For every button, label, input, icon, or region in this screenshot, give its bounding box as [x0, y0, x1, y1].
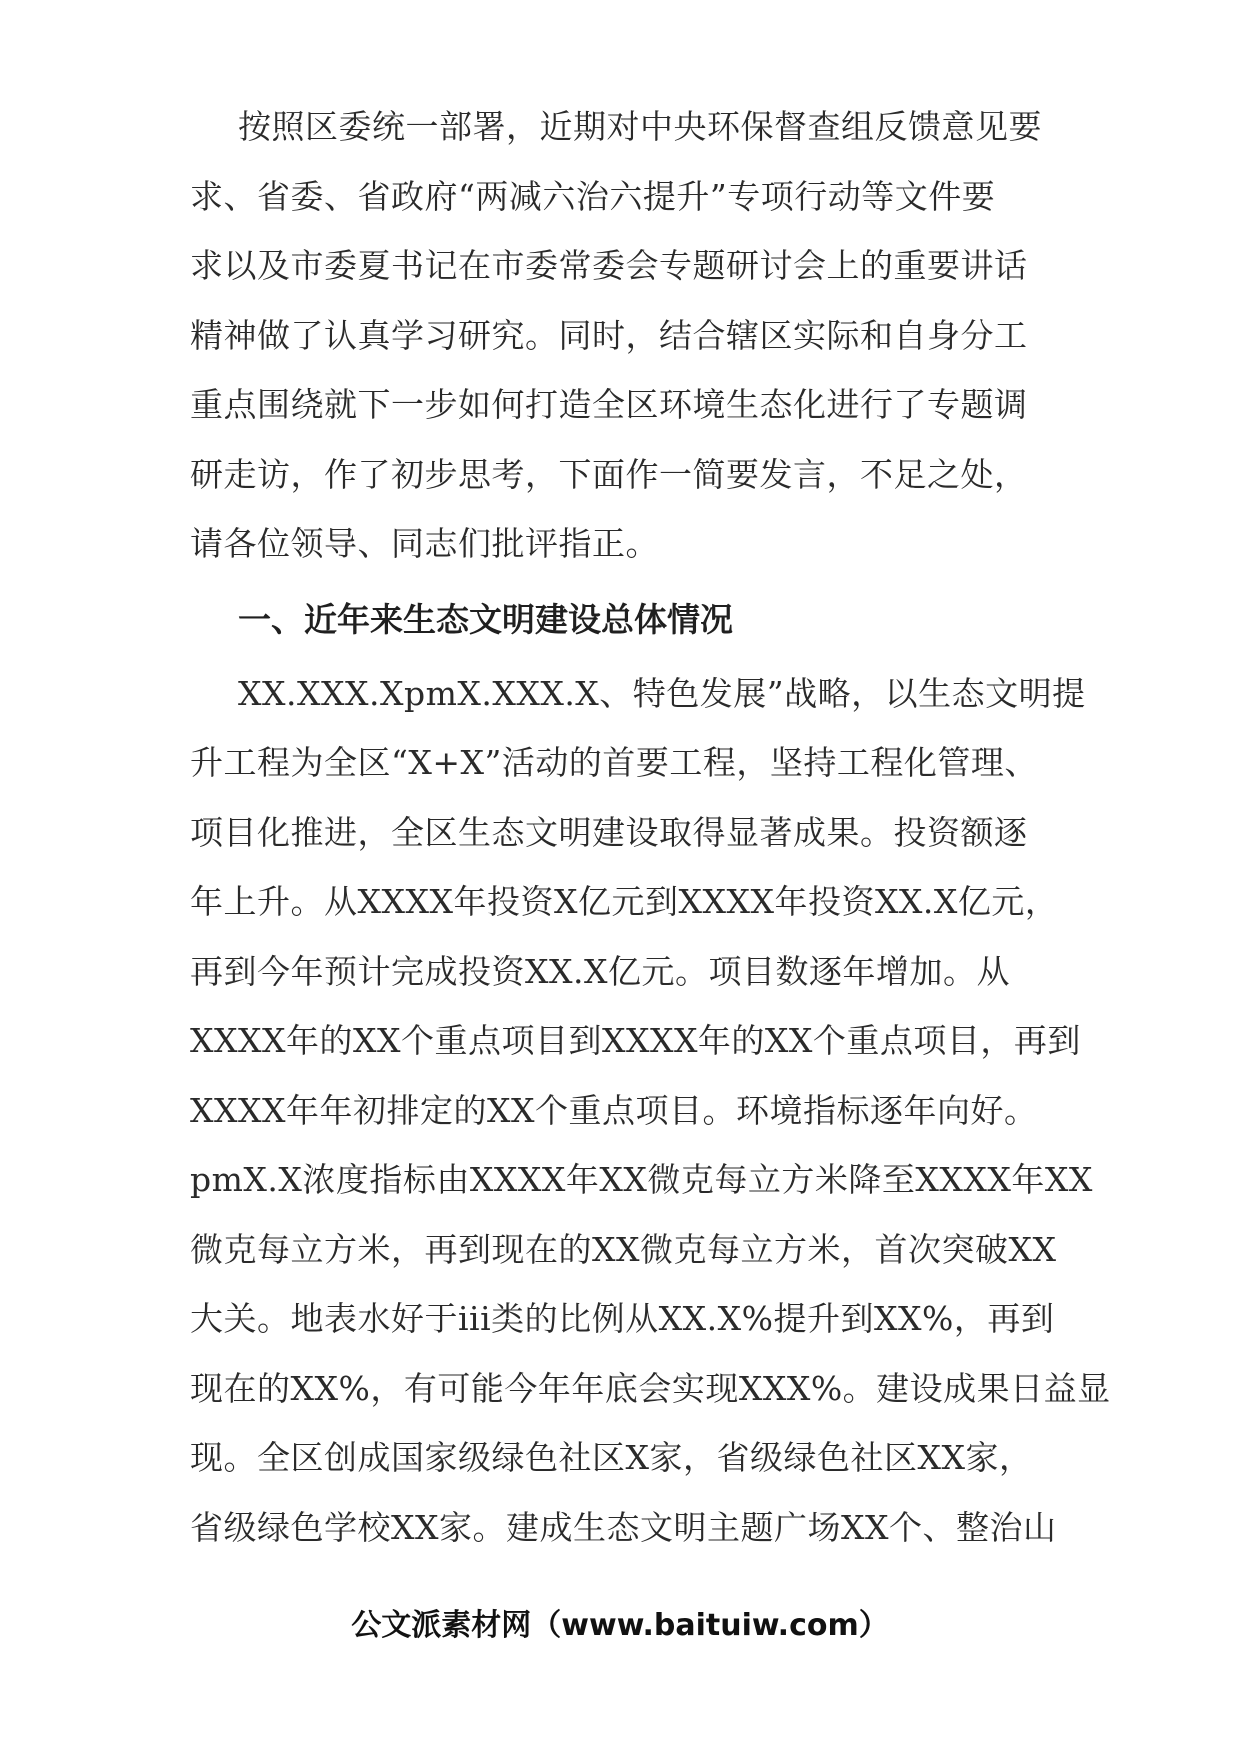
intro-line: 按照区委统一部署，近期对中央环保督查组反馈意见要 [238, 107, 1042, 146]
body-line: 大关。地表水好于iii类的比例从XX.X%提升到XX%，再到 [190, 1299, 1055, 1338]
intro-line: 求以及市委夏书记在市委常委会专题研讨会上的重要讲话 [190, 246, 1028, 285]
body-line: XX.XXX.XpmX.XXX.X、特色发展”战略，以生态文明提 [238, 673, 1086, 713]
footer-watermark: 公文派素材网（www.baituiw.com） [351, 1608, 889, 1643]
intro-line: 研走访，作了初步思考，下面作一简要发言，不足之处， [190, 454, 1028, 494]
body-line: 年上升。从XXXX年投资X亿元到XXXX年投资XX.X亿元， [190, 882, 1059, 921]
body-line: 省级绿色学校XX家。建成生态文明主题广场XX个、整治山 [190, 1507, 1057, 1547]
section-heading: 一、近年来生态文明建设总体情况 [238, 599, 733, 639]
body-line: 现。全区创成国家级绿色社区X家，省级绿色社区XX家， [190, 1438, 1033, 1477]
intro-line: 精神做了认真学习研究。同时，结合辖区实际和自身分工 [190, 315, 1028, 355]
body-line: 现在的XX%，有可能今年年底会实现XXX%。建设成果日益显 [190, 1368, 1111, 1408]
document-body [190, 92, 1111, 1562]
body-line: 升工程为全区“X+X”活动的首要工程，坚持工程化管理、 [190, 743, 1038, 782]
intro-line: 求、省委、省政府“两减六治六提升”专项行动等文件要 [190, 176, 996, 216]
body-line: XXXX年年初排定的XX个重点项目。环境指标逐年向好。 [190, 1090, 1038, 1130]
body-line: 再到今年预计完成投资XX.X亿元。项目数逐年增加。从 [190, 951, 1010, 991]
intro-line: 请各位领导、同志们批评指正。 [190, 524, 659, 563]
body-line: pmX.X浓度指标由XXXX年XX微克每立方米降至XXXX年XX [190, 1160, 1093, 1199]
body-line: 微克每立方米，再到现在的XX微克每立方米，首次突破XX [190, 1229, 1057, 1269]
intro-line: 重点围绕就下一步如何打造全区环境生态化进行了专题调 [190, 385, 1028, 424]
body-line: 项目化推进，全区生态文明建设取得显著成果。投资额逐 [190, 812, 1028, 852]
body-line: XXXX年的XX个重点项目到XXXX年的XX个重点项目，再到 [190, 1021, 1081, 1060]
